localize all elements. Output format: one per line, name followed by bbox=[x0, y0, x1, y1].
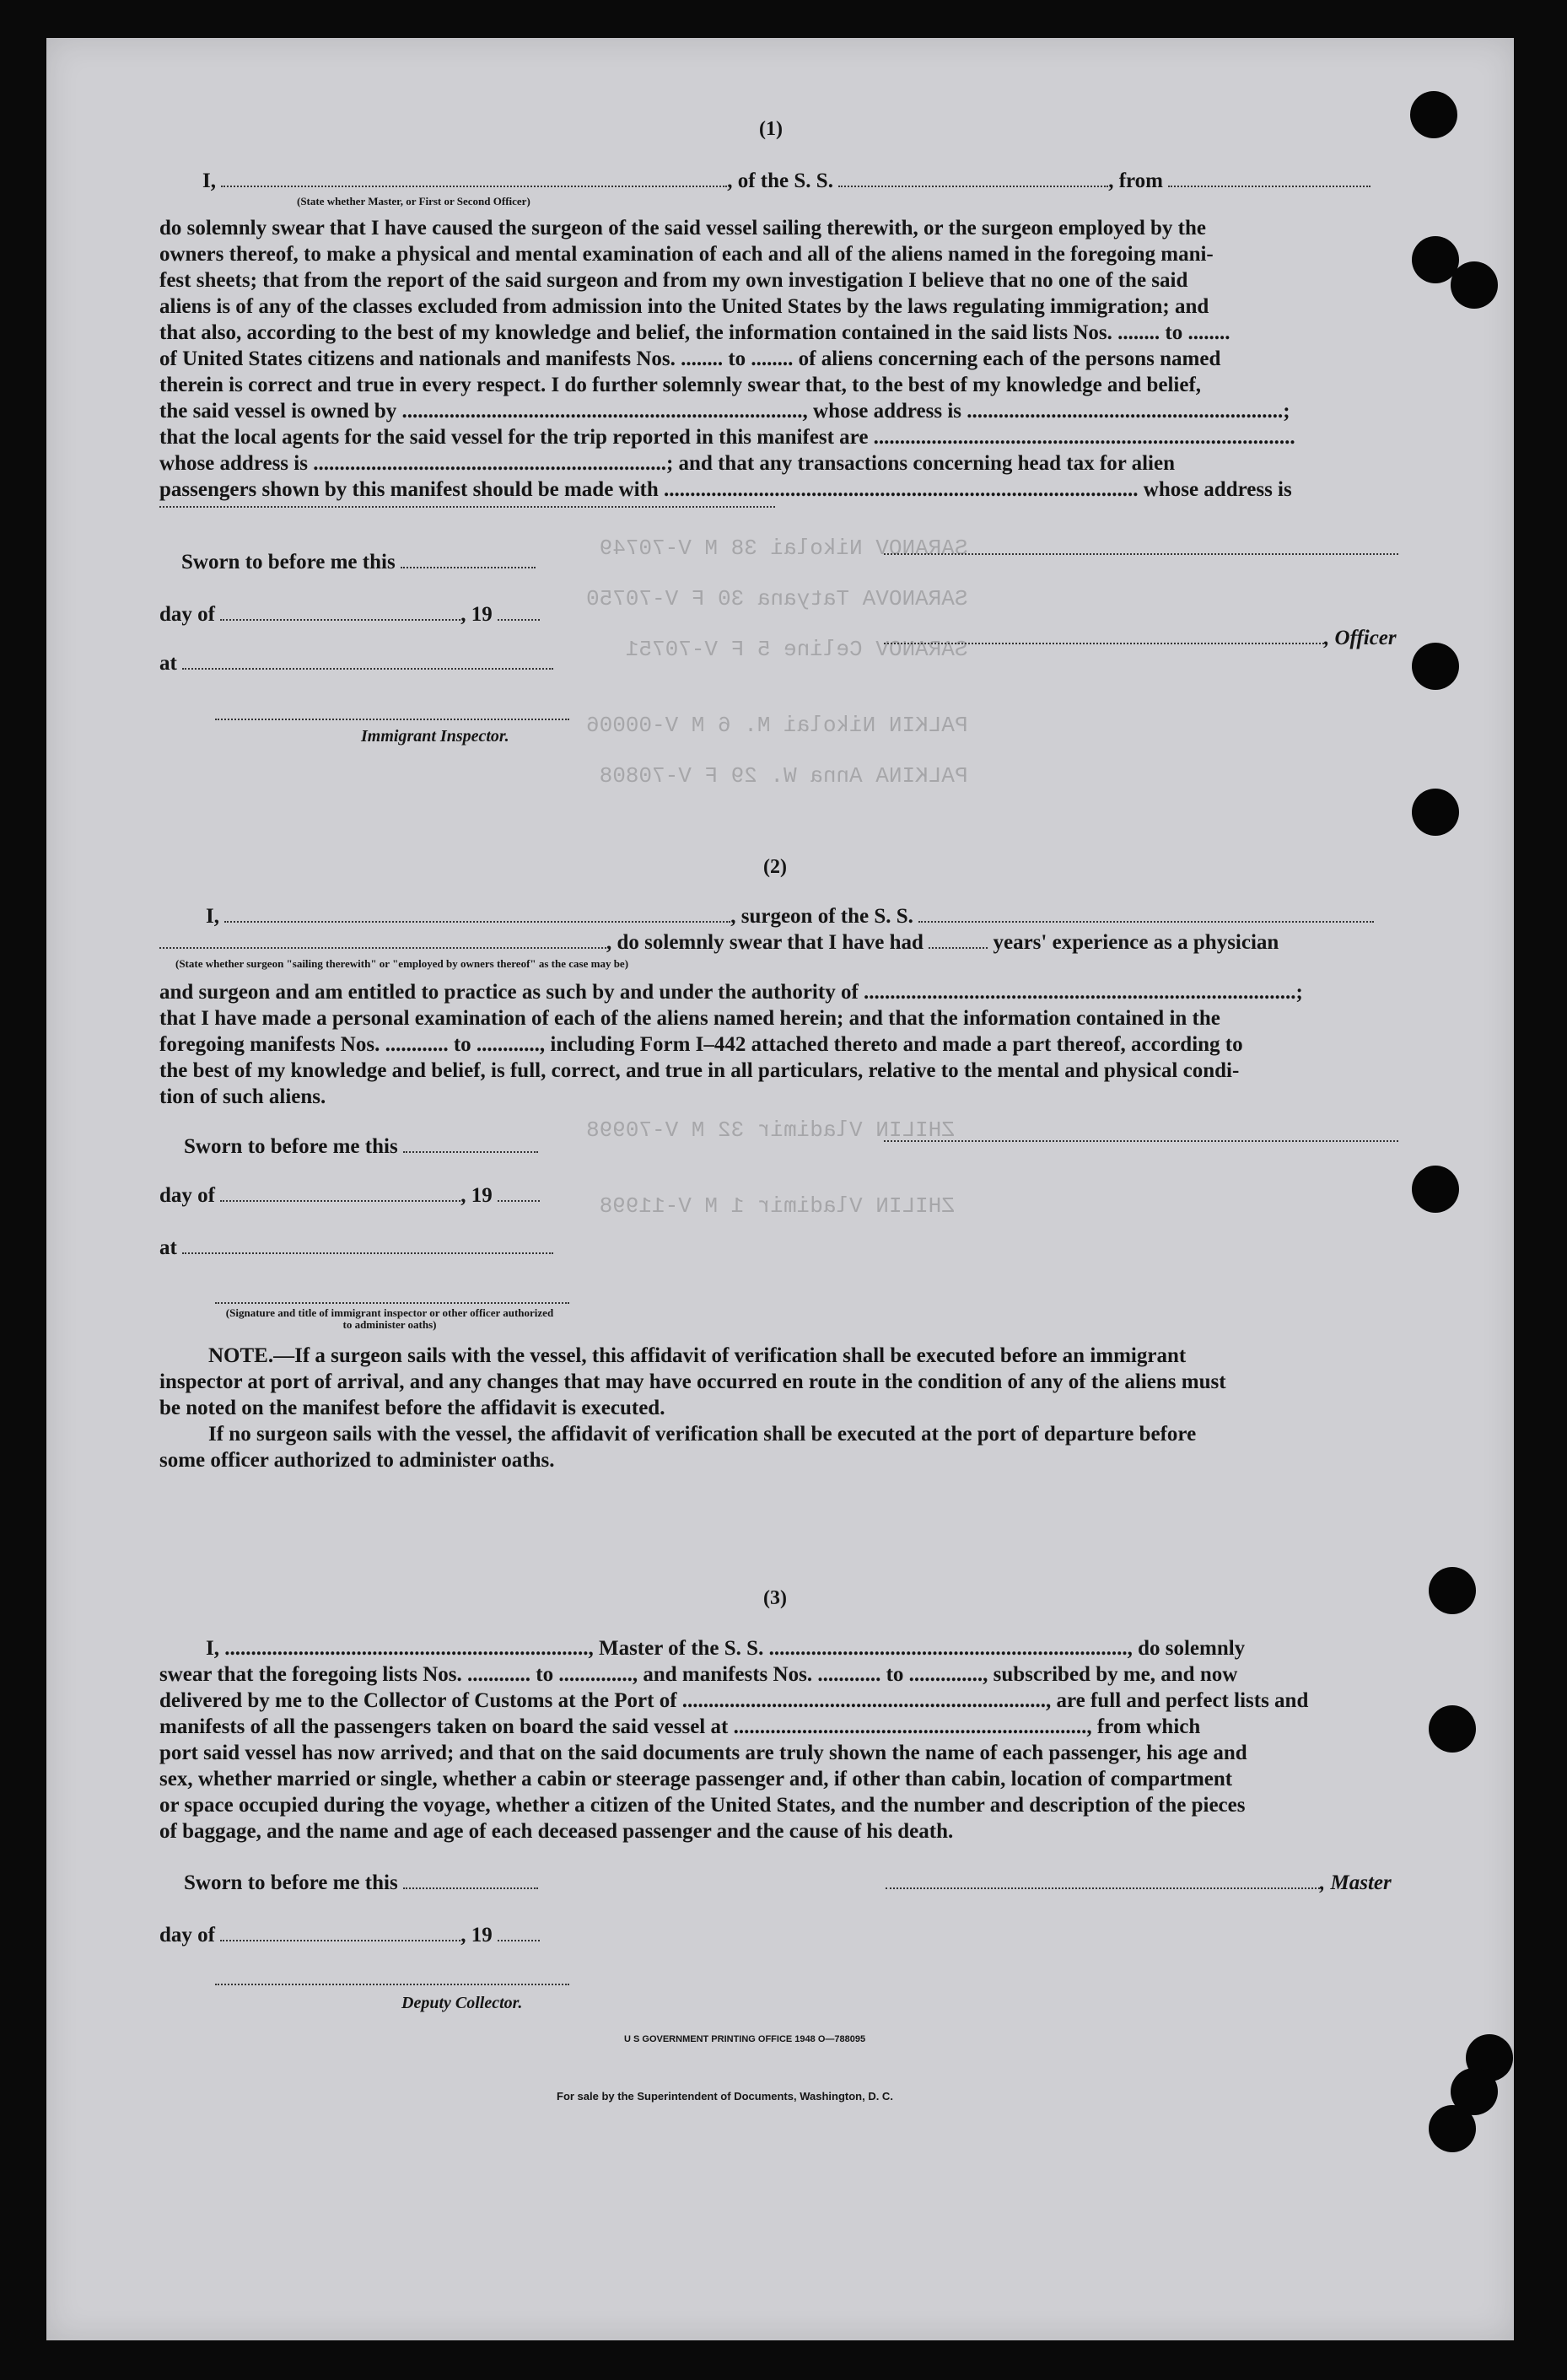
signature-hint-text: (Signature and title of immigrant inspector or other officer authorized to administer oaths) bbox=[225, 1306, 554, 1331]
note-line: be noted on the manifest before the affidavit is executed. bbox=[159, 1397, 665, 1419]
surgeon-signature-line[interactable] bbox=[884, 1140, 1398, 1142]
s3-line: manifests of all the passengers taken on board the said vessel at ..................................................................., from which bbox=[159, 1715, 1201, 1738]
s2-official-signature-line[interactable] bbox=[215, 1302, 569, 1304]
s1-line: that the local agents for the said vessel for the trip reported in this manifest are ................................................................................ bbox=[159, 426, 1295, 449]
s3-day-of-field[interactable] bbox=[220, 1923, 460, 1941]
signature-hint bbox=[221, 1307, 558, 1331]
collector-signature-line[interactable] bbox=[215, 1984, 569, 1985]
officer-name-field[interactable] bbox=[221, 169, 727, 187]
at-place-field[interactable] bbox=[182, 651, 553, 670]
collector-label: Deputy Collector. bbox=[401, 1994, 523, 2012]
gpo-imprint: U S GOVERNMENT PRINTING OFFICE 1948 O—788095 bbox=[624, 2034, 866, 2044]
s2-day-of-field[interactable] bbox=[220, 1183, 460, 1202]
s1-line: aliens is of any of the classes excluded from admission into the United States by the laws regulating immigration; and bbox=[159, 295, 1209, 318]
section-1-opening-line bbox=[202, 169, 1370, 194]
year-label: , 19 bbox=[460, 603, 493, 626]
s1-address-field[interactable] bbox=[159, 506, 775, 508]
bleed-through-text-lower: ZHILIN Vladimir 32 M V-70998 ZHILIN Vladimir 1 M V-11998 bbox=[586, 1117, 955, 1219]
s2-year-field[interactable] bbox=[498, 1183, 540, 1202]
punch-hole bbox=[1429, 1705, 1476, 1753]
master-line bbox=[886, 1871, 1392, 1896]
punch-hole bbox=[1429, 1567, 1476, 1614]
s3-line: I, ....................................................................., Master of the S. S. ...................................................................., do solemnly bbox=[206, 1637, 1246, 1660]
s3-line: port said vessel has now arrived; and that on the said documents are truly shown the name of each passenger, his age and bbox=[159, 1742, 1247, 1764]
s2-sworn bbox=[184, 1134, 538, 1160]
s2-vessel-field[interactable] bbox=[918, 904, 1374, 923]
s1-line: whose address is ...................................................................; and that any transactions concerning head tax for alien bbox=[159, 452, 1175, 475]
s3-line: swear that the foregoing lists Nos. ............ to .............., and manifests Nos. ............ to .............., subscribed by me, and now bbox=[159, 1663, 1238, 1686]
s3-line: delivered by me to the Collector of Customs at the Port of ....................................................................., are full and perfect lists and bbox=[159, 1689, 1309, 1712]
s3-day-of bbox=[159, 1923, 540, 1948]
day-of-label: day of bbox=[159, 1184, 215, 1207]
s1-line: fest sheets; that from the report of the said surgeon and from my own investigation I believe that no one of the said bbox=[159, 269, 1188, 292]
s2-at bbox=[159, 1236, 553, 1261]
section-3-number: (3) bbox=[763, 1587, 787, 1609]
master-label: , Master bbox=[1320, 1871, 1392, 1894]
officer-signature-field[interactable] bbox=[884, 626, 1324, 644]
s1-at bbox=[159, 651, 553, 676]
s1-line: the said vessel is owned by ............................................................................, whose address is ............................................................; bbox=[159, 400, 1290, 423]
s1-line: do solemnly swear that I have caused the surgeon of the said vessel sailing therewith, or the surgeon employed by the bbox=[159, 217, 1206, 240]
officer-signature-line-top[interactable] bbox=[884, 553, 1398, 555]
s2-line: tion of such aliens. bbox=[159, 1085, 326, 1108]
s2-years: years' experience as a physician bbox=[993, 931, 1279, 954]
s3-sworn bbox=[184, 1871, 538, 1896]
sworn-label: Sworn to before me this bbox=[184, 1871, 398, 1894]
bleed-through-text: SARANOV Nikolai 38 M V-70749 SARANOVA Tatyana 30 F V-70750 SARANOV Celine 5 F V-70751 PALKIN Nikolai M. 6 M V-00006 PALKINA Anna W. 29 F V-70808 bbox=[586, 536, 968, 789]
s3-line: of baggage, and the name and age of each deceased passenger and the cause of his death. bbox=[159, 1820, 954, 1843]
year-label: , 19 bbox=[460, 1184, 493, 1207]
s2-i: I, bbox=[206, 905, 219, 928]
sworn-label: Sworn to before me this bbox=[184, 1135, 398, 1158]
s3-year-field[interactable] bbox=[498, 1923, 540, 1941]
s2-sworn-day-field[interactable] bbox=[403, 1134, 538, 1153]
note-line: If no surgeon sails with the vessel, the affidavit of verification shall be executed at the port of departure before bbox=[208, 1423, 1197, 1446]
at-label: at bbox=[159, 652, 177, 675]
s1-sworn bbox=[181, 550, 536, 575]
s2-line: foregoing manifests Nos. ............ to ............, including Form I–442 attached thereto and made a part thereof, according to bbox=[159, 1033, 1243, 1056]
punch-hole bbox=[1412, 643, 1459, 690]
vessel-name-field[interactable] bbox=[838, 169, 1108, 187]
s1-line: passengers shown by this manifest should be made with .......................................................................................... whose address is bbox=[159, 478, 1292, 501]
s2-at-field[interactable] bbox=[182, 1236, 553, 1254]
s2-solemnly: , do solemnly swear that I have had bbox=[606, 931, 924, 954]
sale-notice: For sale by the Superintendent of Documents, Washington, D. C. bbox=[557, 2090, 893, 2103]
section-1-i: I, bbox=[202, 170, 216, 192]
s3-line: sex, whether married or single, whether a cabin or steerage passenger and, if other than cabin, location of compartment bbox=[159, 1768, 1233, 1790]
punch-hole bbox=[1410, 91, 1457, 138]
from-label: , from bbox=[1108, 170, 1163, 192]
sworn-day-field[interactable] bbox=[401, 550, 536, 568]
s2-day-of bbox=[159, 1183, 540, 1209]
officer-hint: (State whether Master, or First or Second Officer) bbox=[297, 195, 530, 207]
punch-hole bbox=[1451, 261, 1498, 309]
s1-line: of United States citizens and nationals and manifests Nos. ........ to ........ of aliens concerning each of the persons named bbox=[159, 347, 1221, 370]
day-of-label: day of bbox=[159, 1924, 215, 1947]
inspector-label: Immigrant Inspector. bbox=[361, 727, 509, 746]
inspector-signature-line[interactable] bbox=[215, 719, 569, 720]
s2-line1 bbox=[206, 904, 1374, 929]
year-label: , 19 bbox=[460, 1924, 493, 1947]
day-of-label: day of bbox=[159, 603, 215, 626]
s2-line: that I have made a personal examination of each of the aliens named herein; and that the information contained in the bbox=[159, 1007, 1220, 1030]
surgeon-of-ss: , surgeon of the S. S. bbox=[730, 905, 913, 928]
years-field[interactable] bbox=[929, 930, 988, 949]
punch-hole bbox=[1412, 789, 1459, 836]
s1-day-of bbox=[159, 602, 540, 627]
surgeon-hint: (State whether surgeon "sailing therewith" or "employed by owners thereof" as the case may be) bbox=[175, 957, 629, 970]
section-2-number: (2) bbox=[763, 856, 787, 878]
s1-line: that also, according to the best of my knowledge and belief, the information contained in the said lists Nos. ........ to ........ bbox=[159, 321, 1230, 344]
officer-line bbox=[884, 626, 1397, 651]
s1-line: therein is correct and true in every respect. I do further solemnly swear that, to the best of my knowledge and belief, bbox=[159, 374, 1202, 396]
from-port-field[interactable] bbox=[1168, 169, 1370, 187]
note-line: inspector at port of arrival, and any changes that may have occurred en route in the condition of any of the aliens must bbox=[159, 1370, 1226, 1393]
section-1-number: (1) bbox=[759, 118, 783, 140]
punch-hole bbox=[1412, 1166, 1459, 1213]
day-of-field[interactable] bbox=[220, 602, 460, 621]
s2-line2-field[interactable] bbox=[159, 930, 606, 949]
at-label: at bbox=[159, 1236, 177, 1259]
year-field[interactable] bbox=[498, 602, 540, 621]
note-line: some officer authorized to administer oaths. bbox=[159, 1449, 555, 1472]
s3-line: or space occupied during the voyage, whether a citizen of the United States, and the number and description of the pieces bbox=[159, 1794, 1246, 1817]
officer-label: , Officer bbox=[1324, 627, 1397, 649]
punch-hole bbox=[1429, 2105, 1476, 2152]
s2-line: the best of my knowledge and belief, is full, correct, and true in all particulars, relative to the mental and physical condi- bbox=[159, 1059, 1240, 1082]
master-signature-field[interactable] bbox=[886, 1871, 1320, 1889]
s2-line: and surgeon and am entitled to practice as such by and under the authority of ..................................................................................; bbox=[159, 981, 1303, 1004]
sworn-label: Sworn to before me this bbox=[181, 551, 396, 573]
of-the-ss: , of the S. S. bbox=[727, 170, 833, 192]
s3-sworn-day-field[interactable] bbox=[403, 1871, 538, 1889]
s1-line: owners thereof, to make a physical and mental examination of each and all of the aliens named in the foregoing mani- bbox=[159, 243, 1214, 266]
surgeon-name-field[interactable] bbox=[224, 904, 730, 923]
s2-line2 bbox=[159, 930, 1279, 956]
note-line: NOTE.—If a surgeon sails with the vessel, this affidavit of verification shall be executed before an immigrant bbox=[208, 1344, 1187, 1367]
